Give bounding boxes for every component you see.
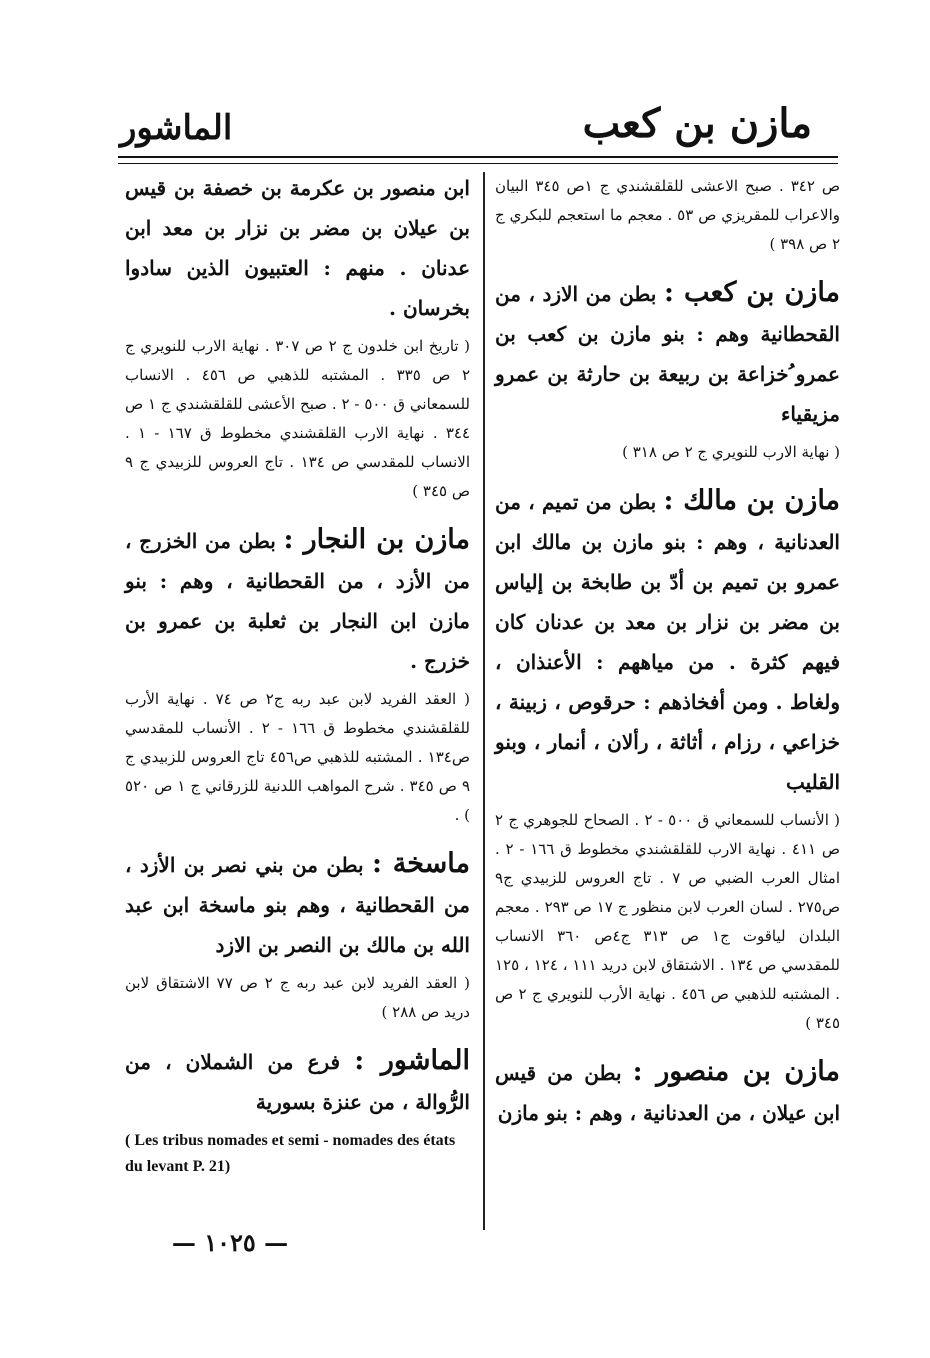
column-divider [483,172,485,1230]
left-column [125,168,470,1180]
continued-entry-text: ابن منصور بن عكرمة بن خصفة بن قيس بن عيلان بن مضر بن نزار بن معد ابن عدنان . منهم : العتبيون الذين سادوا بخرسان . [125,176,470,320]
entry-references: ( الأنساب للسمعاني ق ٥٠٠ - ٢ . الصحاح للجوهري ج ٢ ص ٤١١ . نهاية الارب للقلقشندي مخطوط ق ١٦٦ - ٢ . امثال العرب الضبي ص ٧ . تاج العروس للزبيدي ج٩ ص٢٧٥ . لسان العرب لابن منظور ج ١٧ ص ٢٩٣ . معجم البلدان لياقوت ج١ ص ٣١٣ ج٤ص ٣٦٠ الانساب للمقدسي ص ١٣٤ . الاشتقاق لابن دريد ١١١ ، ١٢٤ ، ١٢٥ . المشتبه للذهبي ص ٤٥٦ . نهاية الأرب للنويري ج ٢ ص ٣٤٥ ) [495,811,841,1032]
right-column [495,168,840,1133]
entry-text: فرع من الشملان ، من الرُّوالة ، من عنزة بسورية [125,1050,470,1114]
entry-mazin-bin-kab [495,273,840,434]
entry-mazin-bin-al-najjar [125,520,470,681]
entry-references: ( العقد الفريد لابن عبد ربه ج٢ ص ٧٤ . نهاية الأرب للقلقشندي مخطوط ق ١٦٦ - ٢ . الأنساب للمقدسي ص١٣٤ . المشتبه للذهبي ص٤٥٦ تاج العروس للزبيدي ج ٩ ص ٣٤٥ . شرح المواهب اللدنية للزرقاني ج ١ ص ٥٢٠ ) . [125,690,471,824]
entry-name: ماسخة : [371,848,470,879]
entry-text: بطن من الازد ، من القحطانية وهم : بنو مازن بن كعب بن عمرو ُخزاعة بن ربيعة بن حارثة بن عمرو مزيقياء [495,282,840,426]
entry-text: بطن من تميم ، من العدنانية ، وهم : بنو مازن بن مالك ابن عمرو بن تميم بن أدّ بن طابخة بن إلياس بن مضر بن نزار بن معد بن عدنان كان فيهم كثرة . من مياههم : الأعنذان ، ولغاط . ومن أفخاذهم : حرقوص ، زبينة ، خزاعي ، رزام ، أثاثة ، رألان ، أنمار ، وبنو القليب [495,490,840,794]
header-rule-top [118,156,838,158]
continued-entry-references: ( تاريخ ابن خلدون ج ٢ ص ٣٠٧ . نهاية الارب للنويري ج ٢ ص ٣٣٥ . المشتبه للذهبي ص ٤٥٦ . الانساب للسمعاني ق ٥٠٠ - ٢ . صبح الأعشى للقلقشندي ج ١ ص ٣٤٤ . نهاية الارب القلقشندي مخطوط ق ١٦٧ - ١ . الانساب للمقدسي ص ١٣٤ . تاج العروس للزبيدي ج ٩ ص ٣٤٥ ) [125,337,471,500]
header-rule-bottom [118,163,838,164]
entry-references: ( نهاية الارب للنويري ج ٢ ص ٣١٨ ) [622,443,840,461]
running-header-left: الماشور [120,108,233,148]
entry-name: مازن بن النجار : [283,524,470,555]
entry-text: بطن من بني نصر بن الأزد ، من القحطانية ، وهم بنو ماسخة ابن عبد الله بن مالك بن النصر بن الازد [125,853,470,957]
french-reference: ( Les tribus nomades et semi - nomades des états du levant P. 21) [125,1132,456,1175]
running-header-right: مازن بن كعب [582,100,812,147]
entry-references: ( العقد الفريد لابن عبد ربه ج ٢ ص ٧٧ الاشتقاق لابن دريد ص ٢٨٨ ) [125,974,470,1021]
entry-al-mashur [125,1041,470,1122]
entry-name: الماشور : [354,1045,471,1076]
entry-name: مازن بن منصور : [632,1056,840,1087]
entry-text: بطن من قيس ابن عيلان ، من العدنانية ، وهم : بنو مازن [495,1061,840,1125]
entry-text: بطن من الخزرج ، من الأزد ، من القحطانية ، وهم : بنو مازن ابن النجار بن ثعلبة بن عمرو بن خزرج . [125,529,470,673]
entry-name: مازن بن كعب : [663,277,841,308]
entry-mazin-bin-mansur [495,1052,840,1133]
entry-masikha [125,844,470,965]
intro-references: ص ٣٤٢ . صبح الاعشى للقلقشندي ج ١ص ٣٤٥ البيان والاعراب للمقريزي ص ٥٣ . معجم ما استعجم للبكري ج ٢ ص ٣٩٨ ) [495,177,841,253]
page-number: — ١٠٢٥ — [171,1228,289,1257]
entry-name: مازن بن مالك : [663,485,841,516]
entry-mazin-bin-malik [495,481,840,802]
